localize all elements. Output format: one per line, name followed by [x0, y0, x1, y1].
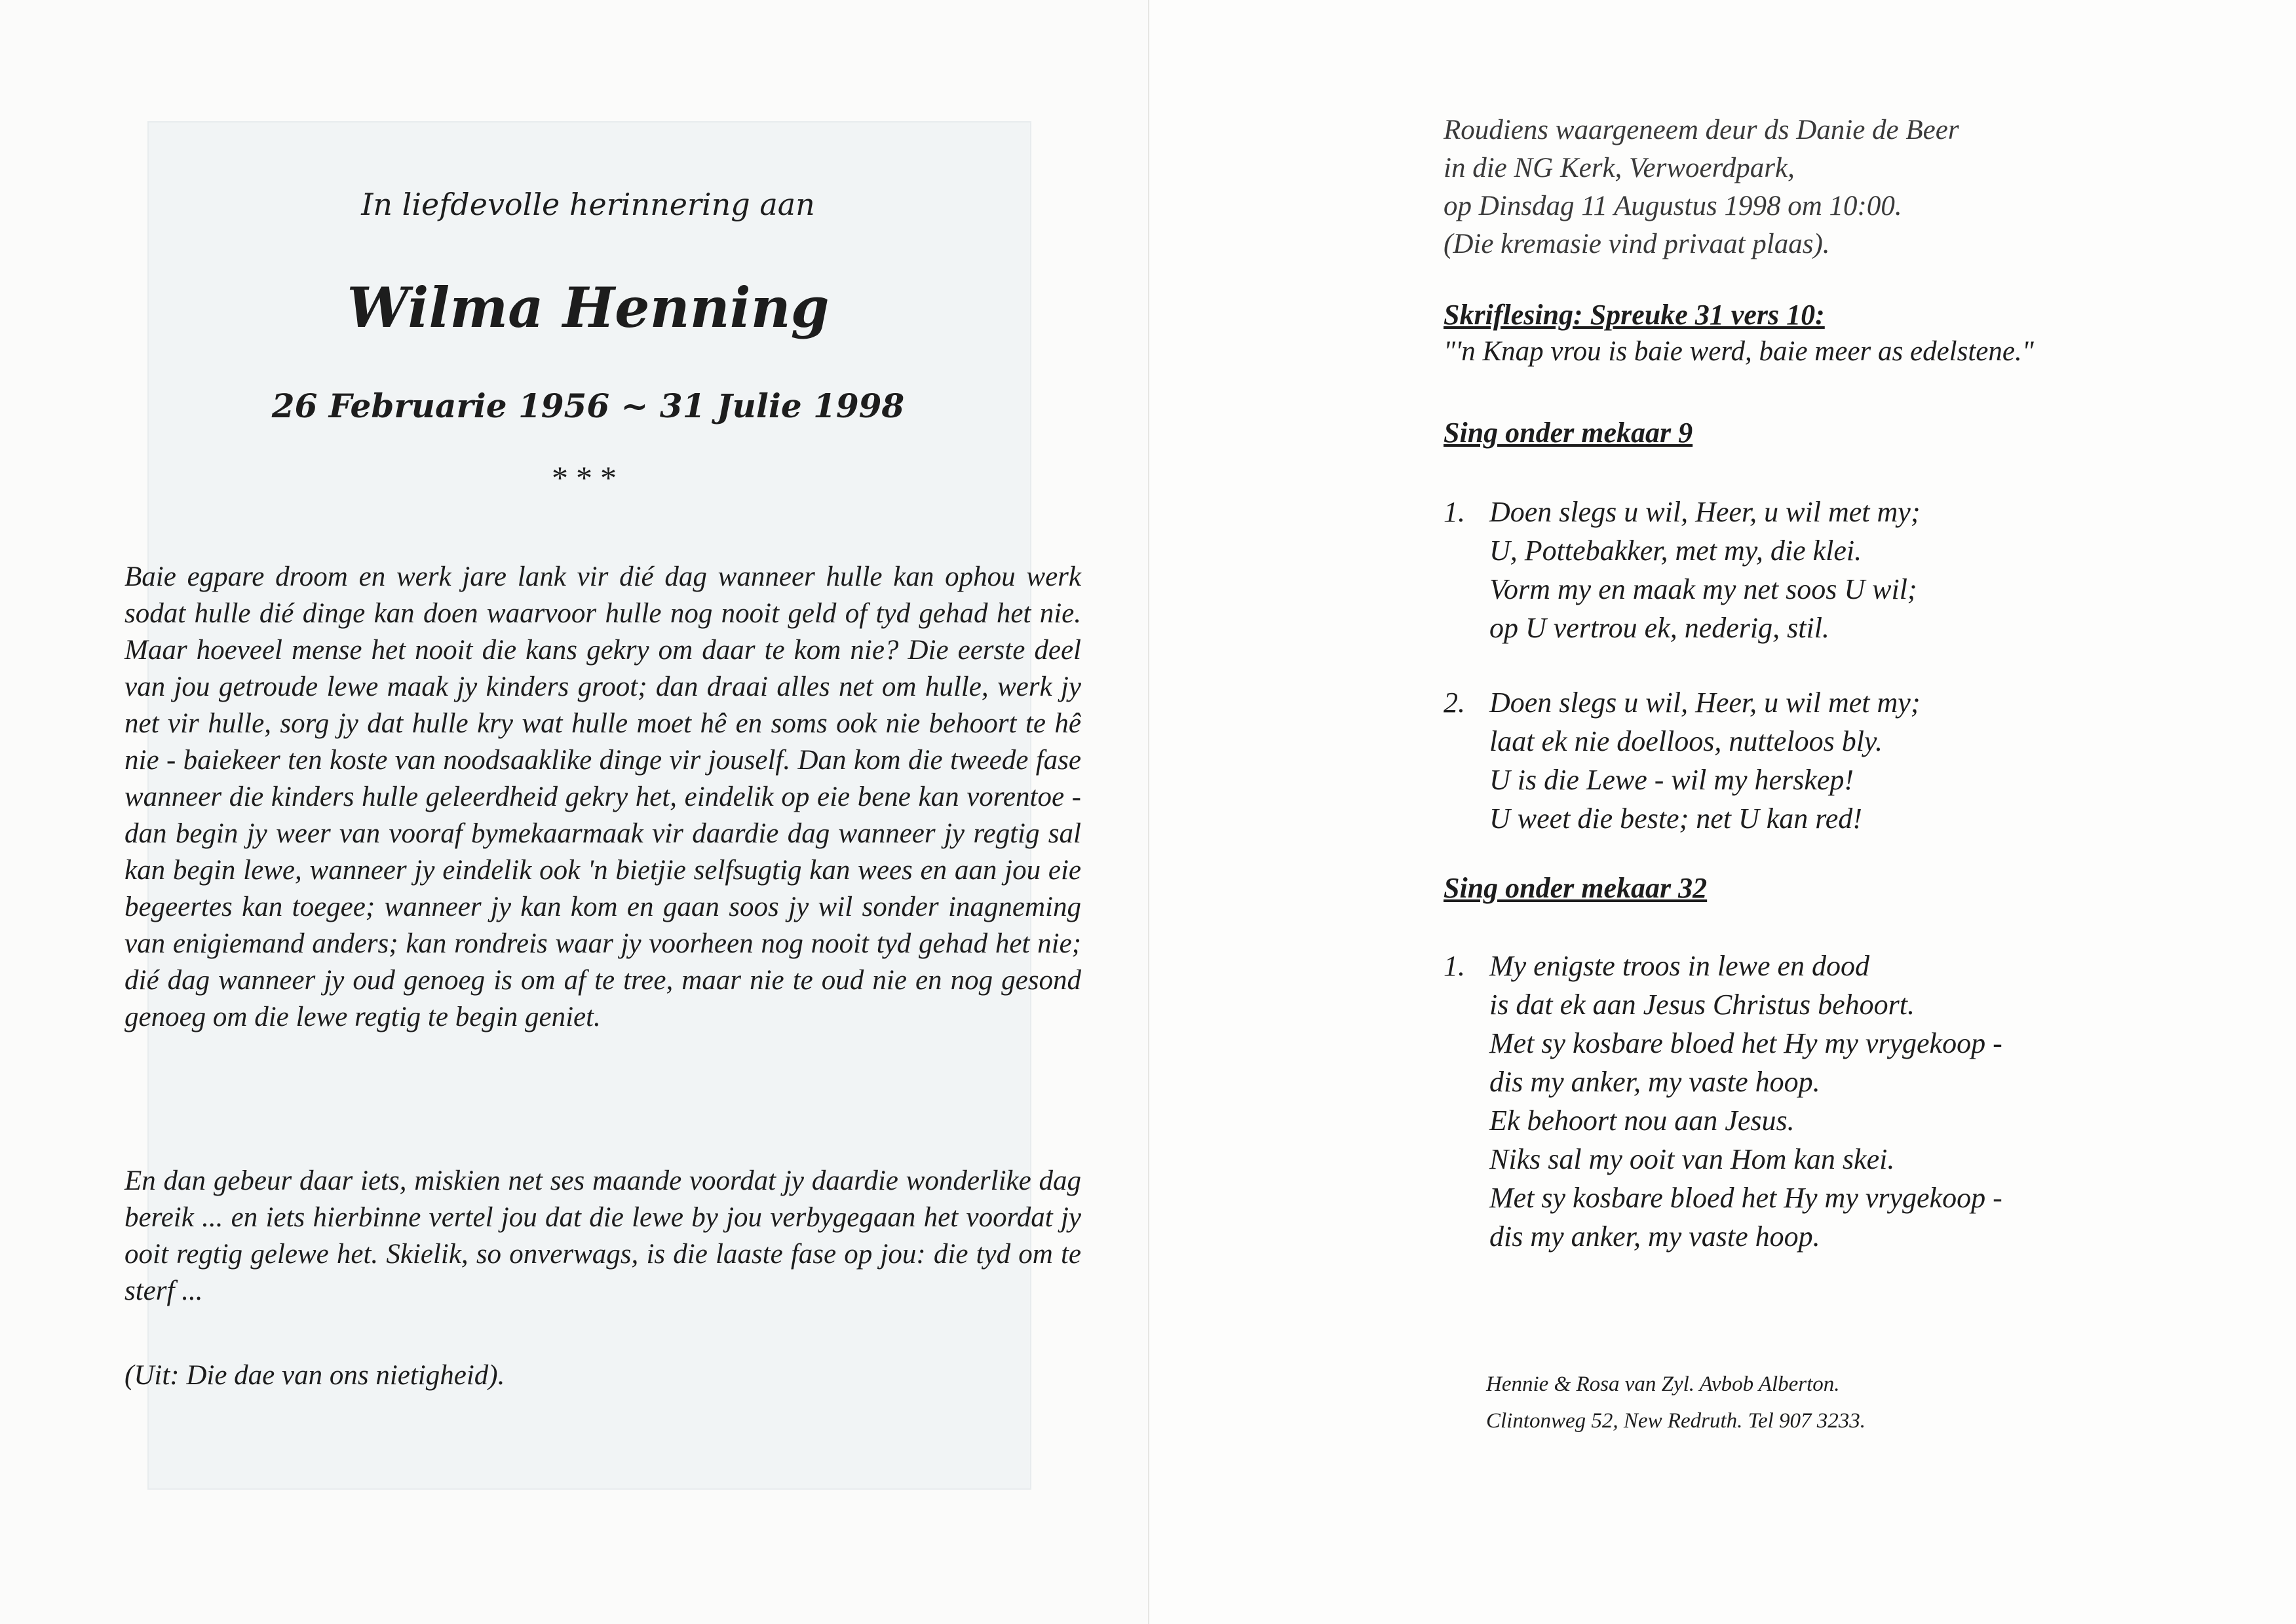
- tribute-paragraph: Baie egpare droom en werk jare lank vir dié dag wanneer hulle kan ophou werk sodat hulle dié dinge kan doen waarvoor hulle nog nooit geld of tyd gehad het nie. Maar hoeveel mense het nooit die kans gekry om daar te kom nie? Die eerste deel van jou getroude lewe maak jy kinders groot; dan draai alles net om hulle, werk jy net vir hulle, sorg jy dat hulle kry wat hulle moet hê en soms ook nie behoort te hê nie - baiekeer ten koste van noodsaaklike dinge vir jouself. Dan kom die tweede fase wanneer die kinders hulle geleerdheid gekry het, eindelik op eie bene kan vorentoe - dan begin jy weer van vooraf bymekaarmaak vir daardie dag wanneer jy regtig sal kan begin lewe, wanneer jy eindelik ook 'n bietjie selfsugtig kan wees en aan jou eie begeertes kan toegee; wanneer jy kan kom en gaan soos jy wil sonder inagneming van enigiemand anders; kan rondreis waar jy voorheen nog nooit tyd gehad het nie; dié dag wanneer jy oud genoeg is om af te tree, maar nie te oud nie en nog gesond genoeg om die lewe regtig te begin geniet.: [124, 561, 1081, 1032]
- verse-line: laat ek nie doelloos, nutteloos bly.: [1489, 725, 1883, 757]
- tribute-source: (Uit: Die dae van ons nietigheid).: [124, 1360, 505, 1391]
- memorial-line: In liefdevolle herinnering aan: [361, 187, 815, 222]
- service-line: op Dinsdag 11 Augustus 1998 om 10:00.: [1444, 191, 1902, 221]
- verse-line: U, Pottebakker, met my, die klei.: [1489, 535, 1862, 567]
- verse-line: Met sy kosbare bloed het Hy my vrygekoop -: [1489, 1182, 2002, 1214]
- verse-line: is dat ek aan Jesus Christus behoort.: [1489, 989, 1915, 1021]
- verse-line: Vorm my en maak my net soos U wil;: [1489, 573, 1917, 605]
- verse-line: Ek behoort nou aan Jesus.: [1489, 1105, 1795, 1137]
- verse-number: 1.: [1444, 496, 1465, 528]
- verse-line: Doen slegs u wil, Heer, u wil met my;: [1489, 687, 1921, 719]
- song-title: Sing onder mekaar 9: [1444, 417, 1693, 449]
- song-verse: [1444, 493, 1920, 647]
- life-dates: 26 Februarie 1956 ~ 31 Julie 1998: [271, 387, 905, 425]
- deceased-name: Wilma Henning: [347, 275, 830, 340]
- verse-line: Niks sal my ooit van Hom kan skei.: [1489, 1143, 1895, 1175]
- song-verse: [1444, 683, 1920, 838]
- service-line: Roudiens waargeneem deur ds Danie de Beer: [1444, 115, 1959, 145]
- verse-line: dis my anker, my vaste hoop.: [1489, 1220, 1820, 1253]
- verse-line: U weet die beste; net U kan red!: [1489, 803, 1862, 835]
- verse-number: 1.: [1444, 950, 1465, 982]
- undertaker-info: [1486, 1366, 1866, 1439]
- verse-line: Met sy kosbare bloed het Hy my vrygekoop -: [1489, 1027, 2002, 1059]
- scripture-quote: "'n Knap vrou is baie werd, baie meer as edelstene.": [1444, 336, 2034, 367]
- verse-line: op U vertrou ek, nederig, stil.: [1489, 612, 1829, 644]
- verse-number: 2.: [1444, 687, 1465, 719]
- undertaker-line: Hennie & Rosa van Zyl. Avbob Alberton.: [1486, 1372, 1840, 1396]
- song-title: Sing onder mekaar 32: [1444, 872, 1708, 904]
- song-verse: [1444, 947, 2002, 1256]
- verse-line: dis my anker, my vaste hoop.: [1489, 1066, 1820, 1098]
- tribute-paragraph: En dan gebeur daar iets, miskien net ses maande voordat jy daardie wonderlike dag bereik ... en iets hierbinne vertel jou dat die lewe by jou verbygegaan het voordat jy ooit regtig gelewe het. Skielik, so onverwags, is die laaste fase op jou: die tyd om te sterf ...: [124, 1165, 1081, 1306]
- scripture-title: Skriflesing: Spreuke 31 vers 10:: [1444, 299, 1825, 331]
- service-line: in die NG Kerk, Verwoerdpark,: [1444, 153, 1795, 183]
- verse-line: My enigste troos in lewe en dood: [1489, 950, 1870, 982]
- service-line: (Die kremasie vind privaat plaas).: [1444, 229, 1830, 259]
- service-info: [1444, 111, 1959, 263]
- stars-separator: ***: [552, 459, 624, 496]
- undertaker-line: Clintonweg 52, New Redruth. Tel 907 3233.: [1486, 1409, 1866, 1433]
- verse-line: Doen slegs u wil, Heer, u wil met my;: [1489, 496, 1921, 528]
- verse-line: U is die Lewe - wil my herskep!: [1489, 764, 1854, 796]
